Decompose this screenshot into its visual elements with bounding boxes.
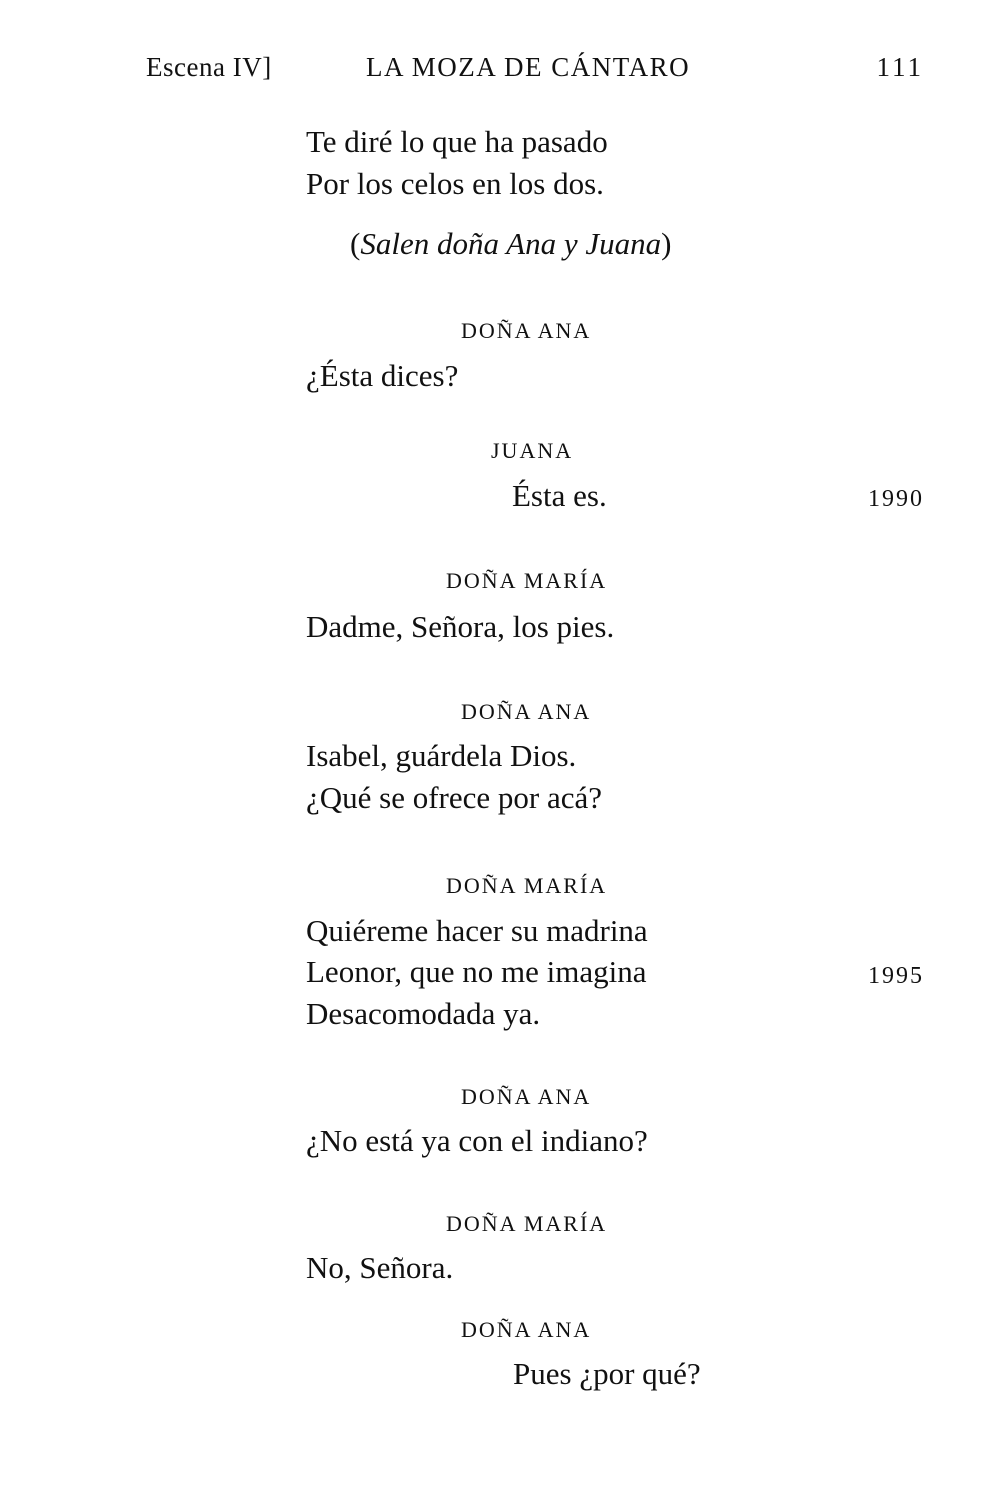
speaker-name: JUANA — [491, 438, 574, 463]
verse-line: Por los celos en los dos. — [306, 166, 604, 201]
page-number: 111 — [876, 52, 924, 82]
stage-direction: (Salen doña Ana y Juana) — [350, 226, 672, 261]
verse-line: Isabel, guárdela Dios. — [306, 738, 577, 773]
running-header-scene: Escena IV] — [146, 52, 272, 82]
speaker-name: DOÑA ANA — [461, 318, 592, 343]
verse-line: ¿Ésta dices? — [306, 358, 459, 393]
verse-line: ¿No está ya con el indiano? — [306, 1123, 648, 1158]
speaker-name: DOÑA ANA — [461, 1317, 592, 1342]
speaker-name: DOÑA ANA — [461, 699, 592, 724]
verse-line: ¿Qué se ofrece por acá? — [306, 780, 603, 815]
verse-line: Ésta es. — [512, 478, 607, 513]
verse-line: Quiéreme hacer su madrina — [306, 913, 648, 948]
verse-line: Desacomodada ya. — [306, 996, 541, 1031]
verse-line: Te diré lo que ha pasado — [306, 124, 608, 159]
running-header-title: LA MOZA DE CÁNTARO — [366, 52, 691, 82]
line-number: 1990 — [868, 486, 924, 512]
verse-line: Leonor, que no me imagina — [306, 954, 647, 989]
speaker-name: DOÑA MARÍA — [446, 568, 608, 593]
line-number: 1995 — [868, 963, 924, 989]
verse-line: No, Señora. — [306, 1250, 454, 1285]
speaker-name: DOÑA MARÍA — [446, 1211, 608, 1236]
stage-direction-text: Salen doña Ana y Juana — [360, 226, 662, 261]
speaker-name: DOÑA MARÍA — [446, 873, 608, 898]
verse-line: Pues ¿por qué? — [513, 1356, 701, 1391]
speaker-name: DOÑA ANA — [461, 1084, 592, 1109]
verse-line: Dadme, Señora, los pies. — [306, 609, 615, 644]
